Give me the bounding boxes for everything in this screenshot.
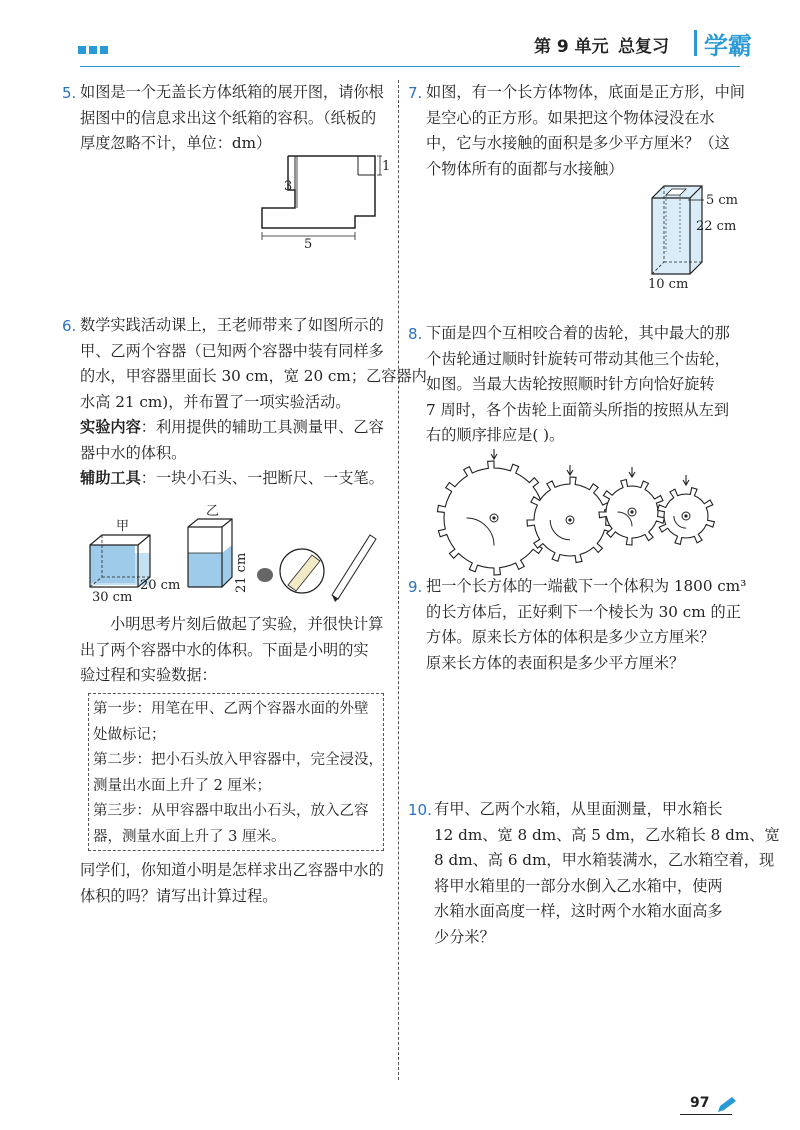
q10-line: 有甲、乙两个水箱，从里面测量，甲水箱长 [434, 800, 723, 818]
container-yi [188, 519, 232, 587]
q6-line: 数学实践活动课上，王老师带来了如图所示的 [80, 316, 384, 334]
q6-final-line: 同学们，你知道小明是怎样求出乙容器中水的 [80, 861, 384, 879]
q7-hollow-prism-figure [630, 180, 770, 290]
step-line: 第二步：把小石头放入甲容器中，完全浸没， [93, 752, 383, 768]
header-square-icon [89, 46, 97, 54]
q8-line: 右的顺序排应是( )。 [426, 426, 565, 444]
q5-line: 厚度忽略不计，单位：dm） [80, 134, 272, 152]
q10-line: 少分米？ [434, 927, 495, 946]
brand-logo: 学霸 [704, 32, 752, 60]
page-header [0, 0, 800, 78]
q6-final-line: 体积的吗？请写出计算过程。 [80, 886, 278, 905]
content-text: ：利用提供的辅助工具测量甲、乙容 [140, 418, 384, 436]
q9-line: 方体。原来长方体的体积是多少立方厘米？ [426, 628, 715, 646]
question-number: 5. [62, 84, 77, 102]
header-square-icon [100, 46, 108, 54]
question-6-text [80, 313, 427, 492]
q7-inner-label: 5 cm [706, 193, 739, 208]
content-label: 实验内容 [80, 418, 141, 436]
question-9-text [426, 574, 746, 676]
q7-line: 如图，有一个长方体物体，底面是正方形，中间 [426, 83, 745, 101]
pencil-icon [716, 1096, 738, 1114]
q7-height-label: 22 cm [696, 219, 737, 234]
step-line: 器，测量水面上升了 3 厘米。 [93, 828, 286, 845]
arrow-icon [683, 475, 689, 485]
q6-line: 的水，甲容器里面长 30 cm，宽 20 cm；乙容器内 [80, 367, 427, 385]
question-8-text [426, 321, 730, 449]
question-number: 7. [408, 84, 423, 102]
header-divider [694, 30, 697, 56]
pen-icon [332, 535, 376, 599]
step-line: 第一步：用笔在甲、乙两个容器水面的外壁 [93, 701, 369, 717]
tools-label: 辅助工具 [80, 469, 141, 487]
gear-icon [437, 449, 550, 575]
question-number: 10. [408, 801, 432, 819]
q6-final-question [80, 858, 384, 909]
step-line: 测量出水面上升了 2 厘米； [93, 777, 271, 794]
q7-line: 中，它与水接触的面积是多少平方厘米？（这 [426, 134, 730, 152]
q6-containers-figure [80, 505, 390, 605]
header-rule [80, 66, 740, 67]
q6-tools-line [80, 466, 427, 492]
section-label: 总复习 [618, 37, 669, 57]
step-line: 处做标记； [93, 726, 166, 743]
q6-content-line [80, 415, 427, 441]
q8-line: 7 周时，各个齿轮上面箭头所指的按照从左到 [426, 400, 730, 419]
container-yi-label: 乙 [206, 504, 220, 519]
question-10-text [434, 797, 780, 950]
q5-unfolded-box-figure [250, 148, 400, 258]
jia-width-label: 20 cm [140, 578, 181, 593]
q8-line: 下面是四个互相咬合着的齿轮，其中最大的那 [426, 324, 730, 342]
q6-after-line: 小明思考片刻后做起了实验，并很快计算 [110, 615, 384, 633]
q7-base-label: 10 cm [648, 277, 689, 292]
unit-label: 第 9 单元 [534, 37, 609, 57]
q6-line: 器中水的体积。 [80, 443, 187, 462]
q8-gears-figure [436, 460, 716, 570]
step-line: 第三步：从甲容器中取出小石头，放入乙容 [93, 803, 369, 819]
question-number: 9. [408, 578, 423, 596]
q8-line: 个齿轮通过顺时针旋转可带动其他三个齿轮， [426, 349, 730, 368]
q10-line: 水箱水面高度一样，这时两个水箱水面高多 [434, 902, 723, 920]
q5-line: 据图中的信息求出这个纸箱的容积。（纸板的 [80, 108, 377, 127]
q5-height-label: 3 [284, 179, 293, 194]
q7-line: 个物体所有的面都与水接触） [426, 159, 624, 178]
gear-icon [599, 467, 665, 545]
gear-icon [658, 475, 715, 544]
q6-narrative [80, 612, 383, 689]
q10-line: 12 dm、宽 8 dm、高 5 dm，乙水箱长 8 dm、宽 [434, 825, 780, 844]
arrow-icon [629, 467, 635, 477]
q7-line: 是空心的正方形。如果把这个物体浸没在水 [426, 108, 715, 127]
q9-line: 把一个长方体的一端截下一个体积为 1800 cm³ [426, 577, 747, 595]
page-number: 97 [690, 1095, 710, 1111]
jia-length-label: 30 cm [92, 590, 133, 605]
q6-after-line: 出了两个容器中水的体积。下面是小明的实 [80, 640, 369, 659]
question-5-text [80, 80, 384, 157]
experiment-steps-box [88, 693, 384, 851]
yi-height-label: 21 cm [234, 552, 249, 593]
q9-line: 原来长方体的表面积是多少平方厘米？ [426, 653, 685, 672]
q6-line: 甲、乙两个容器（已知两个容器中装有同样多 [80, 341, 384, 360]
page-number-rule [680, 1114, 732, 1115]
question-number: 6. [62, 317, 77, 335]
question-number: 8. [408, 325, 423, 343]
q6-line: 水高 21 cm)，并布置了一项实验活动。 [80, 392, 351, 411]
q10-line: 将甲水箱里的一部分水倒入乙水箱中，使两 [434, 876, 723, 895]
q9-line: 的长方体后，正好剩下一个棱长为 30 cm 的正 [426, 602, 741, 621]
q5-corner-label: 1 [382, 159, 391, 174]
stone-icon [257, 568, 273, 582]
arrow-icon [567, 465, 573, 475]
container-jia-label: 甲 [116, 519, 130, 534]
q5-line: 如图是一个无盖长方体纸箱的展开图，请你根 [80, 83, 384, 101]
q5-width-label: 5 [304, 237, 313, 252]
header-square-icon [78, 46, 86, 54]
q6-after-line: 验过程和实验数据： [80, 666, 217, 684]
arrow-icon [491, 449, 497, 459]
q10-line: 8 dm、高 6 dm，甲水箱装满水，乙水箱空着，现 [434, 851, 775, 869]
question-7-text [426, 80, 745, 182]
tools-text: ：一块小石头、一把断尺、一支笔。 [140, 469, 384, 487]
q8-line: 如图。当最大齿轮按照顺时针方向恰好旋转 [426, 375, 715, 393]
